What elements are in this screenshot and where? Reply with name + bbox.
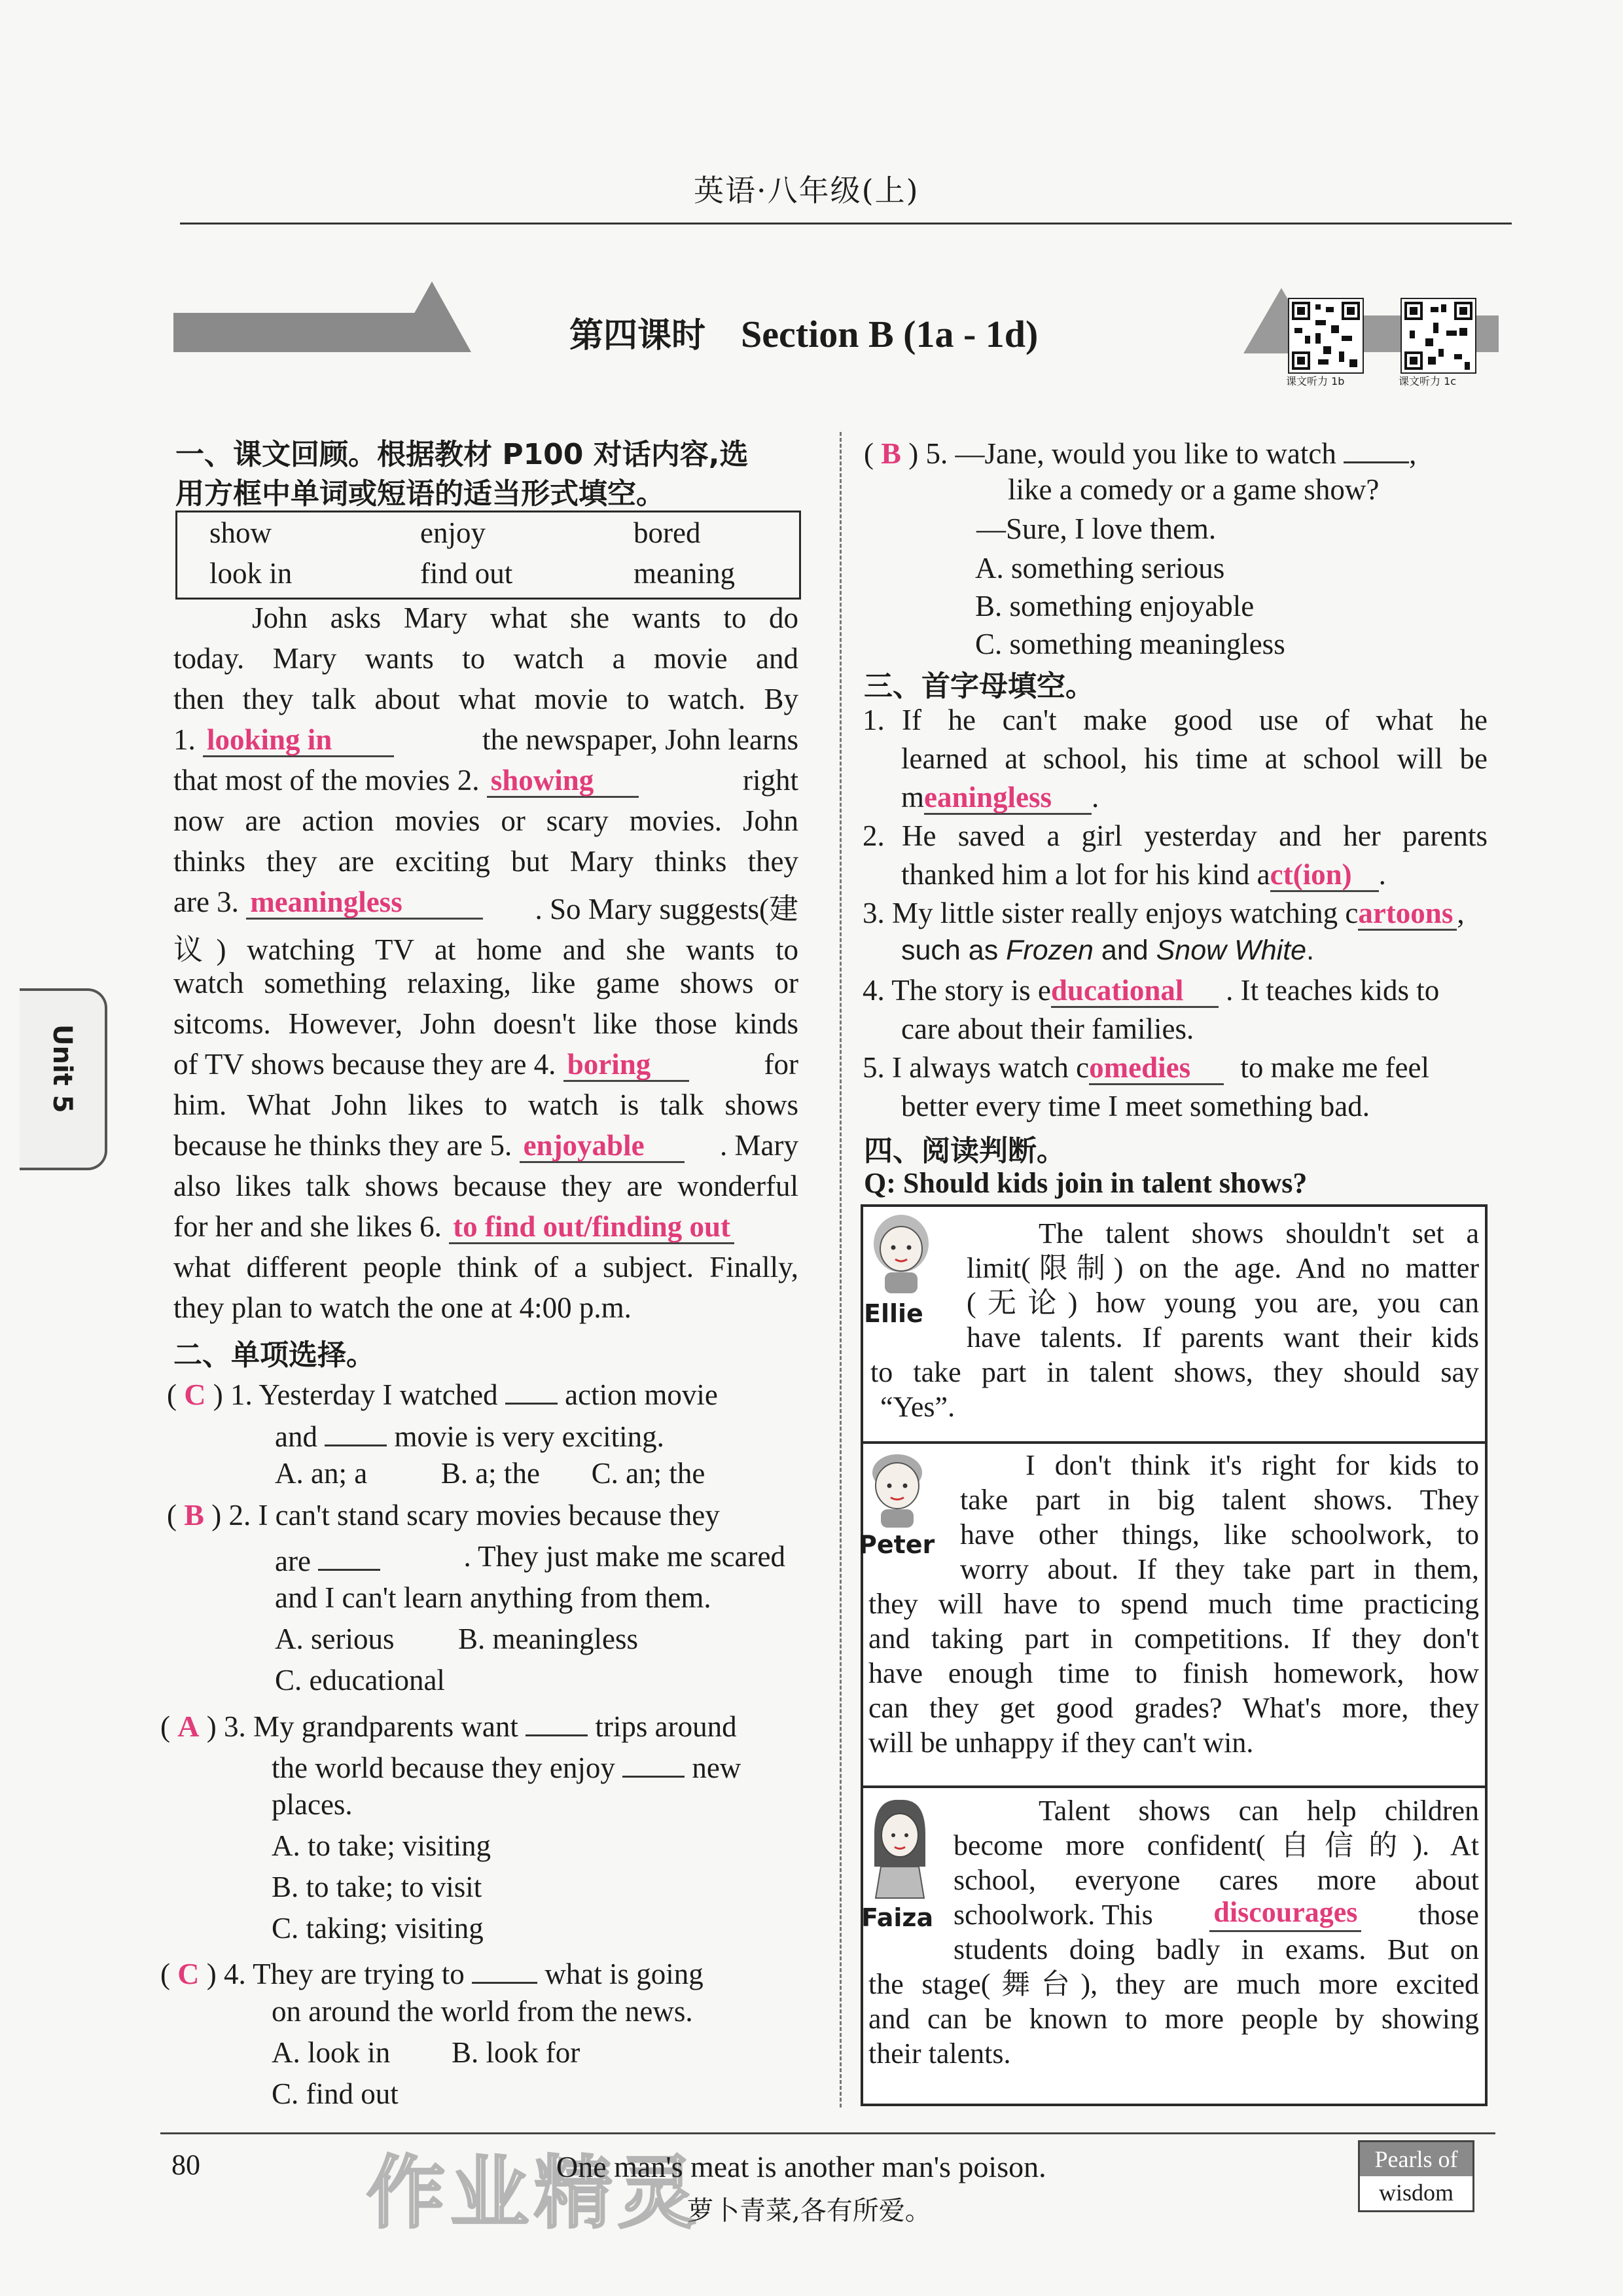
reading-question: Q: Should kids join in talent shows? <box>864 1167 1308 1199</box>
mc-option-c[interactable]: C. taking; visiting <box>272 1912 484 1945</box>
mc-question-5-line3: —Sure, I love them. <box>976 512 1217 545</box>
passage-line-3 <box>173 885 798 927</box>
mc-blank <box>325 1415 387 1446</box>
box-word: meaning <box>633 557 735 590</box>
fill-item-3 <box>863 896 1465 931</box>
card-line: worry about. If they take part in them, <box>960 1553 1479 1585</box>
movie-title: Frozen <box>1006 935 1094 966</box>
passage-line: today. Mary wants to watch a movie and <box>173 642 798 675</box>
mc-text: trips around <box>595 1710 737 1743</box>
fill-number: 3. <box>863 897 885 929</box>
mc-option-a[interactable]: A. look in <box>272 2036 391 2069</box>
fill-text: to make me feel <box>1240 1051 1429 1084</box>
fill-answer-5: omedies <box>1089 1052 1224 1085</box>
passage-line: what different people think of a subject. Finally, <box>173 1251 798 1283</box>
card-line: students doing badly in exams. But on <box>954 1933 1479 1965</box>
passage-line: John asks Mary what she wants to do <box>252 601 798 634</box>
card-line: have enough time to finish homework, how <box>868 1657 1479 1689</box>
passage-text: for her and she likes 6. <box>173 1210 442 1243</box>
girl-avatar-icon <box>863 1210 940 1295</box>
mc-blank <box>622 1746 685 1778</box>
faiza-avatar <box>861 1795 938 1899</box>
mc-option-a[interactable]: A. serious <box>275 1623 395 1655</box>
answer-3: meaningless <box>246 887 483 920</box>
card-line: the stage(舞台), they are much more excited <box>868 1968 1479 2000</box>
fill-text: . <box>1306 935 1315 966</box>
mc-option-c[interactable]: C. something meaningless <box>975 628 1285 660</box>
qr-code-1c[interactable] <box>1400 298 1476 374</box>
box-word: find out <box>420 557 513 590</box>
qr-label-1c: 课文听力 1c <box>1399 375 1457 387</box>
answer-4: boring <box>563 1049 689 1082</box>
mc-answer-1: C <box>184 1378 206 1411</box>
mc-text: what is going <box>544 1958 704 1990</box>
fill-item-1-line2: learned at school, his time at school will be <box>901 742 1488 775</box>
page-number: 80 <box>171 2149 200 2181</box>
card-line: have other things, like schoolwork, to <box>960 1518 1479 1551</box>
section-label: Section B (1a - 1d) <box>741 313 1039 355</box>
card-text-part: schoolwork. This <box>954 1899 1153 1931</box>
part1-heading-line1: 一、课文回顾。根据教材 P100 对话内容,选 <box>175 438 749 471</box>
fill-text: , <box>1457 897 1465 929</box>
peter-name: Peter <box>859 1530 935 1559</box>
passage-text: are 3. <box>173 886 239 918</box>
fill-answer-1: eaningless <box>924 782 1092 815</box>
mc-number: 2. <box>228 1499 251 1532</box>
fill-text: If he can't make good use of what he <box>902 704 1488 736</box>
passage-line: watch something relaxing, like game shows or <box>173 967 798 999</box>
fill-item-4-line2: care about their families. <box>901 1013 1194 1045</box>
boy-avatar-icon <box>859 1446 936 1528</box>
column-divider <box>840 432 842 2108</box>
card-text-part: those <box>1418 1899 1479 1931</box>
passage-line: then they talk about what movie to watch. By <box>173 683 798 715</box>
faiza-name: Faiza <box>861 1903 934 1932</box>
mc-option-a[interactable]: A. to take; visiting <box>272 1829 491 1862</box>
mc-question-5: ( B ) 5. —Jane, would you like to watch , <box>864 432 1416 471</box>
fill-text: such as <box>901 935 1007 966</box>
mc-number: 4. <box>223 1958 246 1990</box>
box-word: enjoy <box>420 516 486 549</box>
mc-answer-4: C <box>177 1957 200 1990</box>
mc-blank <box>526 1705 588 1736</box>
mc-text: —Jane, would you like to watch <box>955 437 1336 470</box>
mc-answer-2: B <box>184 1498 204 1532</box>
ellie-avatar <box>863 1210 940 1295</box>
mc-question-3-line3: places. <box>272 1788 353 1821</box>
mc-text: movie is very exciting. <box>394 1420 664 1453</box>
passage-line: 议) watching TV at home and she wants to <box>173 933 798 966</box>
watermark: 作业精灵 <box>366 2148 702 2239</box>
part1-heading-line2: 用方框中单词或短语的适当形式填空。 <box>175 477 665 511</box>
mc-number: 5. <box>925 437 948 470</box>
part3-heading: 三、首字母填空。 <box>864 670 1094 703</box>
mc-question-3-line2 <box>272 1746 741 1785</box>
mc-option-b[interactable]: B. to take; to visit <box>272 1871 482 1903</box>
fill-text: thanked him a lot for his kind a <box>901 858 1270 891</box>
card-line: and taking part in competitions. If they don't <box>868 1623 1479 1655</box>
mc-question-2-line3: and I can't learn anything from them. <box>275 1581 711 1614</box>
mc-question-3: ( A ) 3. My grandparents want trips around <box>160 1705 737 1744</box>
unit-side-tab-label: Unit 5 <box>47 1024 77 1113</box>
woman-avatar-icon <box>861 1795 938 1899</box>
mc-text: . They just make me scared <box>463 1540 785 1573</box>
card-line: The talent shows shouldn't set a <box>1039 1217 1479 1249</box>
fill-text: I always watch c <box>892 1051 1090 1084</box>
mc-question-1-line2 <box>275 1415 664 1454</box>
mc-blank <box>505 1373 558 1405</box>
qr-label-1b: 课文听力 1b <box>1286 375 1345 387</box>
passage-text: of TV shows because they are 4. <box>173 1048 556 1081</box>
fill-item-2-line2 <box>901 857 1386 892</box>
fill-item-1-line3 <box>901 780 1099 815</box>
fill-text: . <box>1092 781 1099 814</box>
card-divider-2 <box>861 1785 1488 1788</box>
fill-answer-2: ct(ion) <box>1270 859 1379 892</box>
fill-number: 5. <box>863 1051 885 1084</box>
fill-text: . <box>1378 858 1386 891</box>
answer-1: looking in <box>203 725 394 757</box>
passage-text: . Mary <box>720 1129 798 1162</box>
passage-text: the newspaper, John learns <box>482 723 798 756</box>
box-word: show <box>209 516 272 549</box>
mc-text: Yesterday I watched <box>259 1378 498 1411</box>
proverb-chinese: 萝卜青菜,各有所爱。 <box>687 2196 931 2226</box>
fill-text: The story is e <box>891 974 1051 1007</box>
card-line: they will have to spend much time practicing <box>868 1588 1479 1620</box>
mc-text: are <box>275 1545 311 1577</box>
passage-line-5 <box>173 1128 798 1163</box>
blank-number: 1. <box>173 723 196 756</box>
mc-text: and <box>275 1420 317 1453</box>
fill-answer-4: ducational <box>1051 975 1219 1008</box>
mc-number: 1. <box>230 1378 253 1411</box>
mc-text: the world because they enjoy <box>272 1751 615 1784</box>
mc-option-b[interactable]: B. something enjoyable <box>975 590 1255 622</box>
mc-option-b[interactable]: B. look for <box>452 2036 580 2069</box>
fill-item-3-line2 <box>901 935 1314 967</box>
fill-number: 1. <box>863 704 885 736</box>
passage-line-1 <box>173 723 798 757</box>
part2-heading: 二、单项选择。 <box>173 1338 375 1372</box>
mc-text: new <box>692 1751 741 1784</box>
mc-option-c[interactable]: C. find out <box>272 2077 399 2110</box>
card-divider-1 <box>861 1441 1488 1444</box>
passage-line: him. What John likes to watch is talk shows <box>173 1088 798 1121</box>
fill-text: He saved a girl yesterday and her parents <box>902 819 1488 852</box>
passage-line-2 <box>173 763 798 798</box>
mc-text: action movie <box>565 1378 718 1411</box>
answer-5: enjoyable <box>520 1130 685 1163</box>
card-line: (无论) how young you are, you can <box>967 1287 1479 1319</box>
answer-2: showing <box>487 765 639 798</box>
passage-line-4 <box>173 1047 798 1082</box>
mc-answer-3: A <box>177 1710 200 1743</box>
card-line: “Yes”. <box>880 1391 955 1423</box>
fill-item-4 <box>863 973 1439 1008</box>
passage-text: for <box>764 1048 798 1081</box>
box-word: look in <box>209 557 293 590</box>
banner-left-triangle <box>393 281 471 352</box>
card-line: take part in big talent shows. They <box>960 1484 1479 1516</box>
reading-answer: discourages <box>1209 1897 1361 1932</box>
banner-title <box>569 308 1038 357</box>
movie-title: Snow White <box>1156 935 1307 966</box>
peter-avatar <box>859 1446 936 1528</box>
mc-question-2: ( B ) 2. I can't stand scary movies because they <box>167 1498 720 1532</box>
fill-item-5-line2: better every time I meet something bad. <box>901 1090 1370 1122</box>
qr-pattern-icon <box>1289 299 1363 372</box>
mc-text: My grandparents want <box>253 1710 518 1743</box>
mc-question-4-line2: on around the world from the news. <box>272 1995 693 2028</box>
pearls-badge-bottom: wisdom <box>1378 2179 1454 2206</box>
mc-question-2-line2 <box>275 1539 785 1578</box>
lesson-label: 第四课时 <box>569 316 706 355</box>
passage-text: right <box>743 764 798 797</box>
fill-text: m <box>901 781 925 814</box>
fill-text: and <box>1093 935 1156 966</box>
card-line: limit(限制) on the age. And no matter <box>967 1252 1479 1284</box>
passage-line: they plan to watch the one at 4:00 p.m. <box>173 1291 632 1324</box>
fill-item-5 <box>863 1050 1429 1085</box>
mc-text: They are trying to <box>253 1958 465 1990</box>
mc-options-1[interactable]: A. an; a B. a; the C. an; the <box>275 1457 705 1490</box>
passage-line-6 <box>173 1210 798 1244</box>
proverb-english: One man's meat is another man's poison. <box>556 2150 1046 2183</box>
card-line: become more confident(自信的). At <box>954 1829 1479 1861</box>
mc-number: 3. <box>223 1710 246 1743</box>
mc-blank <box>472 1952 537 1984</box>
passage-text: that most of the movies 2. <box>173 764 480 797</box>
mc-option-a[interactable]: A. something serious <box>975 552 1225 584</box>
passage-line: now are action movies or scary movies. John <box>173 804 798 837</box>
ellie-name: Ellie <box>864 1299 923 1328</box>
mc-question-4: ( C ) 4. They are trying to what is going <box>160 1952 704 1991</box>
card-line: and can be known to more people by showing <box>868 2003 1479 2035</box>
passage-text: . So Mary suggests(建 <box>535 893 798 925</box>
card-line-with-answer <box>954 1897 1479 1932</box>
card-line: have talents. If parents want their kids <box>967 1321 1479 1354</box>
page-header-title: 英语·八年级(上) <box>694 173 919 208</box>
card-line: school, everyone cares more about <box>954 1864 1479 1896</box>
card-line: Talent shows can help children <box>1039 1795 1479 1827</box>
mc-question-1: ( C ) 1. Yesterday I watched action movie <box>167 1373 718 1412</box>
pearls-badge <box>1358 2140 1474 2212</box>
footer-rule <box>160 2132 1495 2134</box>
passage-line: sitcoms. However, John doesn't like those kinds <box>173 1007 798 1040</box>
mc-blank <box>318 1539 380 1571</box>
fill-item-2 <box>863 819 1488 853</box>
fill-text: My little sister really enjoys watching c <box>892 897 1359 929</box>
pearls-badge-top: Pearls of <box>1360 2142 1472 2176</box>
answer-6: to find out/finding out <box>449 1211 734 1244</box>
card-line: their talents. <box>868 2037 1011 2070</box>
box-word: bored <box>633 516 701 549</box>
qr-pattern-icon <box>1402 299 1475 372</box>
mc-blank <box>1344 432 1409 463</box>
passage-text: because he thinks they are 5. <box>173 1129 512 1162</box>
card-line: to take part in talent shows, they should say <box>870 1356 1479 1388</box>
mc-option-c[interactable]: C. educational <box>275 1664 445 1696</box>
fill-number: 2. <box>863 819 885 852</box>
fill-number: 4. <box>863 974 885 1007</box>
fill-item-1 <box>863 703 1488 737</box>
part4-heading: 四、阅读判断。 <box>864 1134 1065 1168</box>
mc-text: I can't stand scary movies because they <box>258 1499 720 1532</box>
passage-line: thinks they are exciting but Mary thinks they <box>173 845 798 878</box>
fill-answer-3: artoons <box>1358 898 1457 931</box>
mc-option-b[interactable]: B. meaningless <box>458 1623 638 1655</box>
qr-code-1b[interactable] <box>1288 298 1364 374</box>
card-line: will be unhappy if they can't win. <box>868 1727 1254 1759</box>
mc-text: , <box>1409 437 1417 470</box>
card-line: can they get good grades? What's more, they <box>868 1692 1479 1724</box>
header-rule <box>180 223 1512 224</box>
passage-line: also likes talk shows because they are wonderful <box>173 1170 798 1202</box>
card-line: I don't think it's right for kids to <box>1026 1449 1479 1481</box>
mc-answer-5: B <box>881 437 901 470</box>
mc-question-5-line2: like a comedy or a game show? <box>1008 473 1380 506</box>
fill-text: . It teaches kids to <box>1226 974 1440 1007</box>
